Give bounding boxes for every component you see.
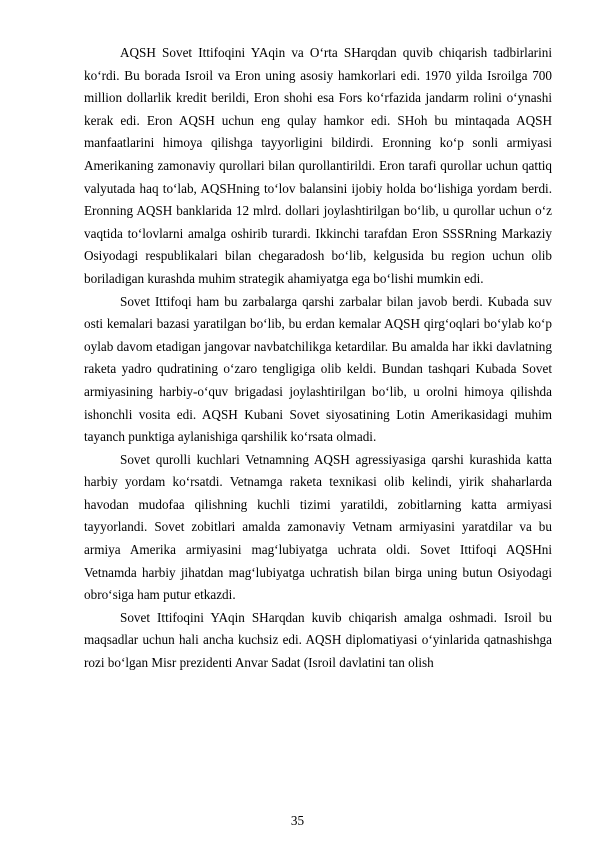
document-body [84,42,552,675]
paragraph-1: AQSH Sovet Ittifoqini YAqin va O‘rta SHarqdan quvib chiqarish tadbirlarini ko‘rdi. Bu borada Isroil va Eron uning asosiy hamkorlari edi. 1970 yilda Isroilga 700 million dollarlik kredit berildi, Eron shohi esa Fors ko‘rfazida jandarm rolini o‘ynashi kerak edi. Eron AQSH uchun eng qulay hamkor edi. SHoh bu mintaqada AQSH manfaatlarini himoya qilishga tayyorligini bildirdi. Eronning ko‘p sonli armiyasi Amerikaning zamonaviy qurollari bilan qurollantirildi. Eron tarafi qurollar uchun qattiq valyutada haq to‘lab, AQSHning to‘lov balansini ijobiy holda bo‘lishiga yordam berdi. Eronning AQSH banklarida 12 mlrd. dollari joylashtirilgan bo‘lib, u qurollar uchun o‘z vaqtida to‘lovlarni amalga oshirib turardi. Ikkinchi tarafdan Eron SSSRning Markaziy Osiyodagi respublikalari bilan chegaradosh bo‘lib, kelgusida bu region uchun olib boriladigan kurashda muhim strategik ahamiyatga ega bo‘lishi mumkin edi. [84,45,552,286]
paragraph-4: Sovet Ittifoqini YAqin SHarqdan kuvib chiqarish amalga oshmadi. Isroil bu maqsadlar uchun hali ancha kuchsiz edi. AQSH diplomatiyasi o‘yinlarida qatnashishga rozi bo‘lgan Misr prezidenti Anvar Sadat (Isroil davlatini tan olish [84,609,552,671]
paragraph-2: Sovet Ittifoqi ham bu zarbalarga qarshi zarbalar bilan javob berdi. Kubada suv osti kemalari bazasi yaratilgan bo‘lib, bu erdan kemalar AQSH qirg‘oqlari bo‘ylab ko‘p oylab davom etadigan jangovar navbatchilikga ketardilar. Bu amalda har ikki davlatning raketa yadro qudratining o‘zaro tengligiga olib keldi. Bundan tashqari Kubada Sovet armiyasining harbiy-o‘quv brigadasi joylashtirilgan bo‘lib, u orolni himoya qilishda ishonchli vosita edi. AQSH Kubani Sovet siyosatining Lotin Amerikasidagi muhim tayanch punktiga aylanishiga qarshilik ko‘rsata olmadi. [84,293,552,445]
page-number: 35 [290,813,305,828]
paragraph-3: Sovet qurolli kuchlari Vetnamning AQSH agressiyasiga qarshi kurashida katta harbiy yordam ko‘rsatdi. Vetnamga raketa texnikasi olib kelindi, yirik shaharlarda havodan mudofaa qilishning kuchli tizimi yaratildi, zobitlarning katta armiyasi tayyorlandi. Sovet zobitlari amalda zamonaviy Vetnam armiyasini yaratdilar va bu armiya Amerika armiyasini mag‘lubiyatga uchrata oldi. Sovet Ittifoqi AQSHni Vetnamda harbiy jihatdan mag‘lubiyatga uchratish bilan birga uning butun Osiyodagi obro‘siga ham putur etkazdi. [84,451,552,603]
